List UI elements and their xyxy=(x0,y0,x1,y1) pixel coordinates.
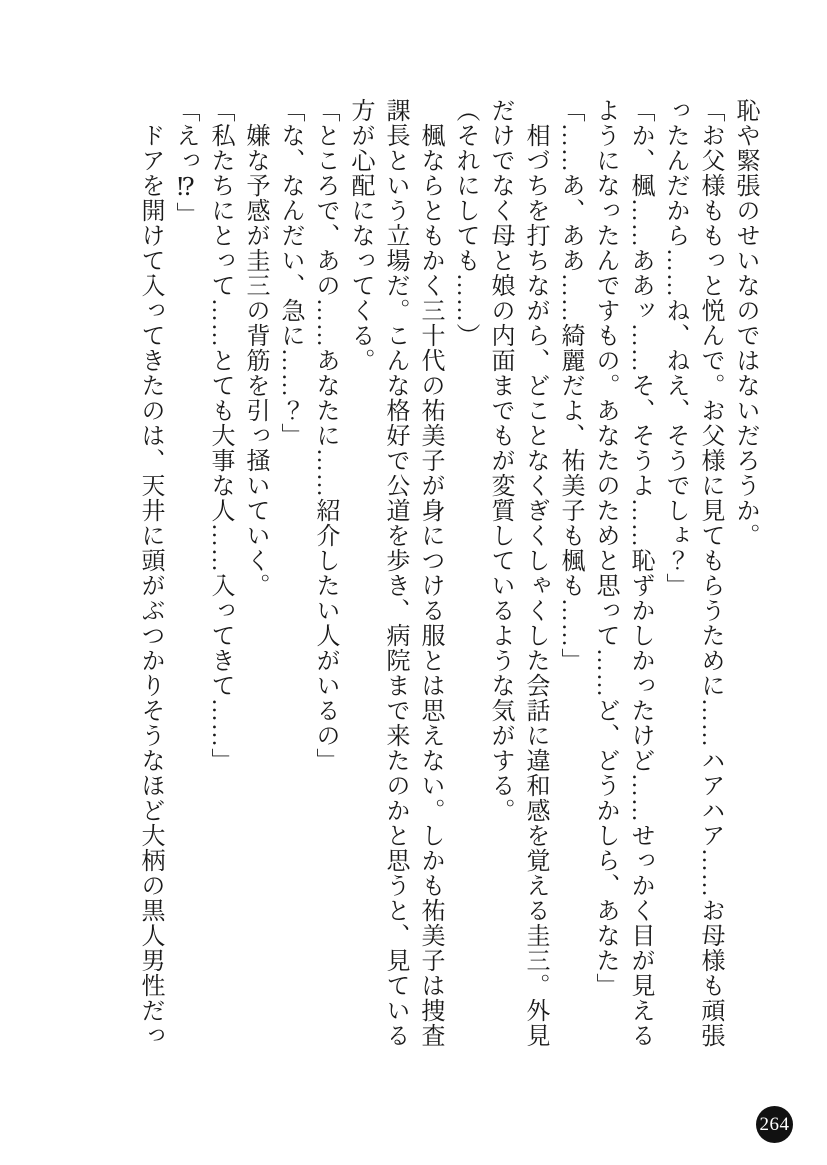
text-line: 恥や緊張のせいなのではないだろうか。 xyxy=(732,98,758,548)
text-line: 相づちを打ちながら、どことなくぎくしゃくした会話に違和感を覚える圭三。外見 xyxy=(522,123,548,1048)
text-line: 「私たちにとって……とても大事な人……入ってきて……」 xyxy=(207,98,233,773)
text-line: 楓ならともかく三十代の祐美子が身につける服とは思えない。しかも祐美子は捜査 xyxy=(417,123,443,1048)
text-line: 「えっ⁉」 xyxy=(172,98,198,227)
text-line: 「か、楓……ああッ……そ、そうよ……恥ずかしかったけど……せっかく目が見える xyxy=(627,98,653,1048)
body-text xyxy=(132,98,762,1050)
page-number: 264 xyxy=(759,1113,790,1135)
text-line: （それにしても……） xyxy=(452,98,478,348)
page-number-badge xyxy=(756,1106,793,1143)
text-line: ドアを開けて入ってきたのは、天井に頭がぶつかりそうなほど大柄の黒人男性だっ xyxy=(137,123,163,1048)
text-line: ようになったんですもの。あなたのためと思って……ど、どうかしら、あなた」 xyxy=(592,98,618,998)
text-line: 方が心配になってくる。 xyxy=(347,98,373,373)
text-line: 「お父様ももっと悦んで。お父様に見てもらうために……ハアハア……お母様も頑張 xyxy=(697,98,723,1048)
text-line: 嫌な予感が圭三の背筋を引っ掻いていく。 xyxy=(242,123,268,598)
text-line: 「……あ、ああ……綺麗だよ、祐美子も楓も……」 xyxy=(557,98,583,673)
text-line: 課長という立場だ。こんな格好で公道を歩き、病院まで来たのかと思うと、見ている xyxy=(382,98,408,1048)
text-line: だけでなく母と娘の内面までもが変質しているような気がする。 xyxy=(487,98,513,823)
text-line: 「ところで、あの……あなたに……紹介したい人がいるの」 xyxy=(312,98,338,773)
text-line: 「な、なんだい、急に……？」 xyxy=(277,98,303,448)
text-line: ったんだから……ね、ねえ、そうでしょ？」 xyxy=(662,98,688,598)
